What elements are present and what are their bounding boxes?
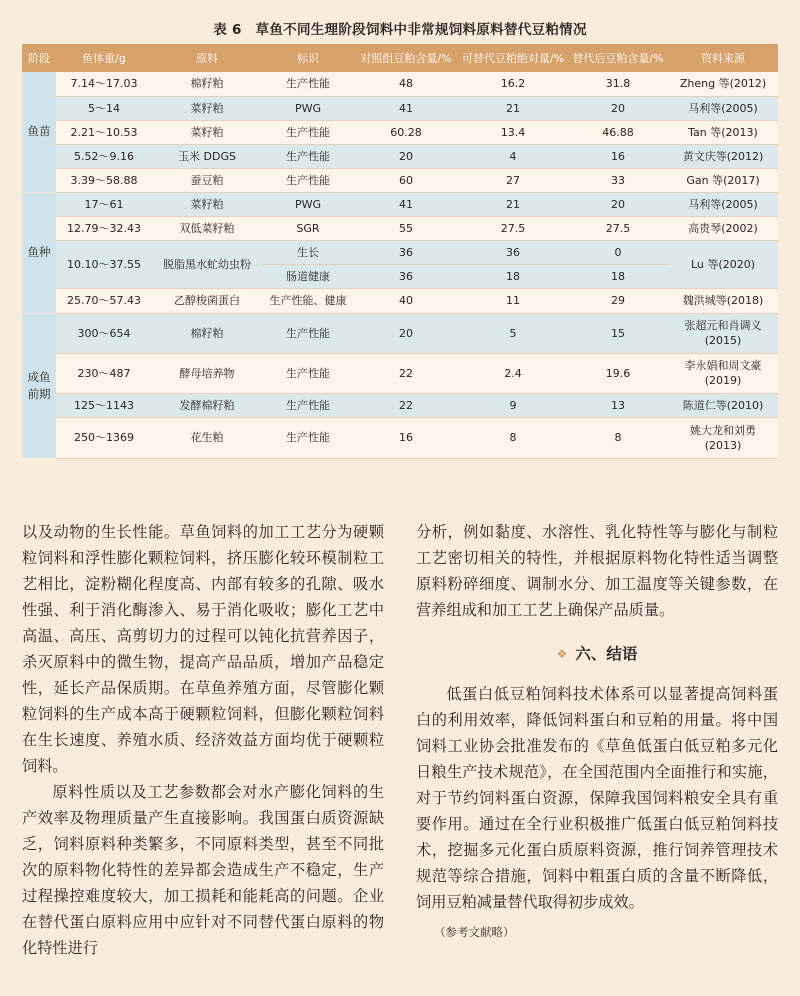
header-weight: 鱼体重/g (56, 44, 152, 72)
after-cell: 33 (568, 168, 668, 192)
replace-cell: 21 (458, 192, 568, 216)
source-cell: Zheng 等(2012) (668, 72, 778, 96)
table-row (22, 288, 778, 313)
replace-cell: 21 (458, 96, 568, 120)
material-cell: 菜籽粕 (152, 96, 262, 120)
weight-cell: 250～1369 (56, 417, 152, 458)
source-cell: 张超元和肖调义 (2015) (668, 313, 778, 353)
after-cell: 31.8 (568, 72, 668, 96)
left-column (22, 519, 384, 961)
table-row (22, 192, 778, 216)
material-cell: 双低菜籽粕 (152, 216, 262, 240)
material-cell: 棉籽粕 (152, 72, 262, 96)
indicator-cell: 生产性能 (262, 72, 354, 96)
control-cell: 22 (354, 353, 458, 393)
material-cell: 花生粕 (152, 417, 262, 458)
replace-cell: 36 (458, 240, 568, 264)
control-cell: 36 (354, 240, 458, 264)
header-stage: 阶段 (22, 44, 56, 72)
after-cell: 19.6 (568, 353, 668, 393)
material-cell: 菜籽粕 (152, 120, 262, 144)
control-cell: 60.28 (354, 120, 458, 144)
replace-cell: 9 (458, 393, 568, 417)
control-cell: 20 (354, 313, 458, 353)
replace-cell: 8 (458, 417, 568, 458)
indicator-cell: 生产性能 (262, 120, 354, 144)
indicator-cell: 生产性能 (262, 144, 354, 168)
material-cell: 脱脂黑水虻幼虫粉 (152, 240, 262, 288)
after-cell: 13 (568, 393, 668, 417)
indicator-cell: 生长 (262, 240, 354, 264)
source-cell: 陈道仁等(2010) (668, 393, 778, 417)
table-row (22, 313, 778, 353)
after-cell: 20 (568, 192, 668, 216)
body-paragraph: 低蛋白低豆粕饲料技术体系可以显著提高饲料蛋白的利用效率，降低饲料蛋白和豆粕的用量。将中国饲料工业协会批准发布的《草鱼低蛋白低豆粕多元化日粮生产技术规范》，在全国范围内全面推行和实施，对于节约饲料蛋白资源，保障我国饲料粮安全具有重要作用。通过在全行业积极推广低蛋白低豆粕饲料技术，挖掘多元化蛋白质原料资源，推行饲养管理技术规范等综合措施，饲料中粗蛋白质的含量不断降低，饲用豆粕减量替代取得初步成效。 (416, 685, 778, 911)
data-table (22, 44, 778, 459)
source-cell: 马利等(2005) (668, 192, 778, 216)
stage-cell: 成鱼 前期 (22, 313, 56, 458)
weight-cell: 5.52～9.16 (56, 144, 152, 168)
indicator-cell: 生产性能 (262, 353, 354, 393)
source-cell: Gan 等(2017) (668, 168, 778, 192)
indicator-cell: SGR (262, 216, 354, 240)
after-cell: 8 (568, 417, 668, 458)
weight-cell: 17～61 (56, 192, 152, 216)
table-row (22, 144, 778, 168)
replace-cell: 27 (458, 168, 568, 192)
body-paragraph: 原料性质以及工艺参数都会对水产膨化饲料的生产效率及物理质量产生直接影响。我国蛋白质资源缺乏，饲料原料种类繁多，不同原料类型，甚至不同批次的原料物化特性的差异都会造成生产不稳定，生产过程操控难度较大，加工损耗和能耗高的问题。企业在替代蛋白原料应用中应针对不同替代蛋白原料的物化特性进行 (22, 783, 384, 957)
material-cell: 蚕豆粕 (152, 168, 262, 192)
source-cell: 黄文庆等(2012) (668, 144, 778, 168)
control-cell: 60 (354, 168, 458, 192)
weight-cell: 300～654 (56, 313, 152, 353)
after-cell: 18 (568, 264, 668, 288)
indicator-cell: 生产性能 (262, 168, 354, 192)
after-cell: 27.5 (568, 216, 668, 240)
indicator-cell: PWG (262, 192, 354, 216)
control-cell: 40 (354, 288, 458, 313)
table-row (22, 353, 778, 393)
table-header-row (22, 44, 778, 72)
material-cell: 菜籽粕 (152, 192, 262, 216)
right-column (416, 519, 778, 945)
stage-cell: 鱼苗 (22, 72, 56, 192)
diamond-icon: ❖ (556, 647, 568, 661)
control-cell: 16 (354, 417, 458, 458)
control-cell: 20 (354, 144, 458, 168)
weight-cell: 7.14～17.03 (56, 72, 152, 96)
section-heading-text: 六、结语 (575, 645, 638, 663)
header-replace: 可替代豆粕绝对量/% (458, 44, 568, 72)
source-cell: Lu 等(2020) (668, 240, 778, 288)
header-material: 原料 (152, 44, 262, 72)
table-row (22, 120, 778, 144)
control-cell: 55 (354, 216, 458, 240)
table-row (22, 168, 778, 192)
indicator-cell: 生产性能 (262, 393, 354, 417)
source-cell: 马利等(2005) (668, 96, 778, 120)
material-cell: 酵母培养物 (152, 353, 262, 393)
weight-cell: 2.21～10.53 (56, 120, 152, 144)
body-paragraph: 分析，例如黏度、水溶性、乳化特性等与膨化与制粒工艺密切相关的特性，并根据原料物化特性适当调整原料粉碎细度、调制水分、加工温度等关键参数，在营养组成和加工工艺上确保产品质量。 (416, 523, 778, 619)
indicator-cell: 生产性能、健康 (262, 288, 354, 313)
references-note: （参考文献略） (434, 925, 515, 939)
indicator-cell: 生产性能 (262, 313, 354, 353)
indicator-cell: 肠道健康 (262, 264, 354, 288)
replace-cell: 5 (458, 313, 568, 353)
table-row (22, 393, 778, 417)
replace-cell: 4 (458, 144, 568, 168)
weight-cell: 230～487 (56, 353, 152, 393)
weight-cell: 3.39～58.88 (56, 168, 152, 192)
material-cell: 棉籽粕 (152, 313, 262, 353)
indicator-cell: 生产性能 (262, 417, 354, 458)
after-cell: 0 (568, 240, 668, 264)
body-paragraph: 以及动物的生长性能。草鱼饲料的加工工艺分为硬颗粒饲料和浮性膨化颗粒饲料，挤压膨化较环模制粒工艺相比，淀粉糊化程度高、内部有较多的孔隙、吸水性强、利于消化酶渗入、易于消化吸收；膨化工艺中高温、高压、高剪切力的过程可以钝化抗营养因子，杀灭原料中的微生物，提高产品品质，增加产品稳定性，延长产品保质期。在草鱼养殖方面，尽管膨化颗粒饲料的生产成本高于硬颗粒饲料，但膨化颗粒饲料在生长速度、养殖水质、经济效益方面均优于硬颗粒饲料。 (22, 523, 384, 775)
control-cell: 48 (354, 72, 458, 96)
material-cell: 玉米 DDGS (152, 144, 262, 168)
section-heading (416, 641, 778, 667)
after-cell: 46.88 (568, 120, 668, 144)
control-cell: 36 (354, 264, 458, 288)
table-row (22, 240, 778, 264)
replace-cell: 16.2 (458, 72, 568, 96)
control-cell: 22 (354, 393, 458, 417)
indicator-cell: PWG (262, 96, 354, 120)
after-cell: 16 (568, 144, 668, 168)
table-row (22, 72, 778, 96)
after-cell: 15 (568, 313, 668, 353)
weight-cell: 5～14 (56, 96, 152, 120)
weight-cell: 25.70～57.43 (56, 288, 152, 313)
header-after: 替代后豆粕含量/% (568, 44, 668, 72)
source-cell: 姚大龙和刘勇 (2013) (668, 417, 778, 458)
table-row (22, 216, 778, 240)
source-cell: Tan 等(2013) (668, 120, 778, 144)
table-row (22, 96, 778, 120)
replace-cell: 11 (458, 288, 568, 313)
replace-cell: 13.4 (458, 120, 568, 144)
header-source: 资料来源 (668, 44, 778, 72)
header-indicator: 标识 (262, 44, 354, 72)
replace-cell: 27.5 (458, 216, 568, 240)
stage-cell: 鱼种 (22, 192, 56, 313)
table-title: 表 6 草鱼不同生理阶段饲料中非常规饲料原料替代豆粕情况 (213, 22, 587, 38)
source-cell: 高贵琴(2002) (668, 216, 778, 240)
after-cell: 29 (568, 288, 668, 313)
source-cell: 魏洪城等(2018) (668, 288, 778, 313)
material-cell: 乙醇梭菌蛋白 (152, 288, 262, 313)
after-cell: 20 (568, 96, 668, 120)
weight-cell: 12.79～32.43 (56, 216, 152, 240)
weight-cell: 125～1143 (56, 393, 152, 417)
table-row (22, 417, 778, 458)
weight-cell: 10.10～37.55 (56, 240, 152, 288)
control-cell: 41 (354, 96, 458, 120)
source-cell: 李永娟和周文豪 (2019) (668, 353, 778, 393)
replace-cell: 2.4 (458, 353, 568, 393)
replace-cell: 18 (458, 264, 568, 288)
control-cell: 41 (354, 192, 458, 216)
material-cell: 发酵棉籽粕 (152, 393, 262, 417)
header-control: 对照组豆粕含量/% (354, 44, 458, 72)
